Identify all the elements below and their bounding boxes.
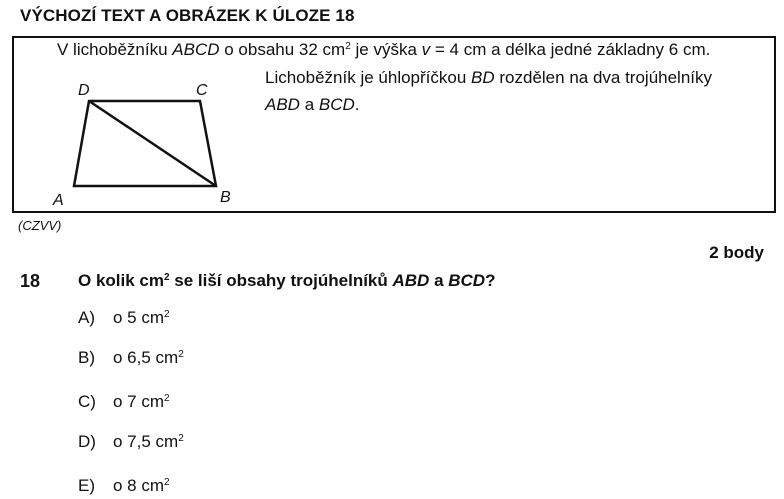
question-text bbox=[78, 271, 495, 291]
option-text: o 6,5 cm bbox=[113, 348, 179, 367]
question-part: se liší obsahy trojúhelníků bbox=[169, 271, 393, 290]
points-label: 2 body bbox=[709, 243, 764, 262]
option-text: o 7,5 cm bbox=[113, 432, 179, 451]
trapezoid-abcd bbox=[74, 101, 216, 186]
option-text: o 5 cm bbox=[113, 308, 165, 327]
trapezoid-figure bbox=[14, 38, 254, 211]
option-superscript: 2 bbox=[164, 393, 170, 404]
answer-option-e[interactable] bbox=[78, 476, 170, 496]
option-superscript: 2 bbox=[178, 433, 184, 444]
option-superscript: 2 bbox=[164, 309, 170, 320]
option-letter: A) bbox=[78, 308, 95, 327]
intro-abcd: ABCD bbox=[172, 40, 220, 59]
intro-text: a bbox=[299, 95, 319, 114]
question-abd: ABD bbox=[392, 271, 430, 290]
intro-v: v bbox=[421, 40, 431, 59]
label-d: D bbox=[78, 82, 90, 99]
question-part: ? bbox=[485, 271, 496, 290]
option-superscript: 2 bbox=[178, 349, 184, 360]
option-letter: B) bbox=[78, 348, 95, 367]
question-bcd: BCD bbox=[448, 271, 486, 290]
answer-option-a[interactable] bbox=[78, 308, 170, 328]
intro-text: je výška bbox=[350, 40, 422, 59]
question-part: a bbox=[429, 271, 449, 290]
intro-bd: BD bbox=[471, 68, 495, 87]
intro-bcd: BCD bbox=[318, 95, 355, 114]
option-text: o 7 cm bbox=[113, 392, 165, 411]
question-superscript: 2 bbox=[163, 272, 170, 283]
intro-text: Lichoběžník je úhlopříčkou bbox=[265, 68, 472, 87]
option-letter: E) bbox=[78, 476, 95, 495]
intro-text: . bbox=[354, 95, 360, 114]
source-credit: (CZVV) bbox=[18, 218, 62, 233]
intro-abd: ABD bbox=[265, 95, 300, 114]
diagonal-bd bbox=[89, 101, 216, 186]
intro-text: rozdělen na dva trojúhelníky bbox=[494, 68, 713, 87]
intro-superscript: 2 bbox=[345, 41, 351, 52]
question-number: 18 bbox=[20, 271, 41, 291]
intro-line-2 bbox=[265, 68, 712, 88]
intro-line-3 bbox=[265, 95, 360, 115]
intro-text: V lichoběžníku bbox=[57, 40, 173, 59]
intro-text: = 4 cm a délka jedné základny 6 cm. bbox=[430, 40, 711, 59]
option-text: o 8 cm bbox=[113, 476, 165, 495]
option-superscript: 2 bbox=[164, 477, 170, 488]
section-header: VÝCHOZÍ TEXT A OBRÁZEK K ÚLOZE 18 bbox=[20, 6, 355, 25]
answer-option-d[interactable] bbox=[78, 432, 184, 452]
answer-option-c[interactable] bbox=[78, 392, 170, 412]
option-letter: C) bbox=[78, 392, 96, 411]
answer-option-b[interactable] bbox=[78, 348, 184, 368]
label-b: B bbox=[220, 189, 231, 206]
question-part: O kolik cm bbox=[78, 271, 164, 290]
source-text-box bbox=[12, 36, 776, 213]
intro-text: o obsahu 32 cm bbox=[219, 40, 346, 59]
label-a: A bbox=[53, 192, 64, 209]
label-c: C bbox=[196, 82, 208, 99]
option-letter: D) bbox=[78, 432, 96, 451]
